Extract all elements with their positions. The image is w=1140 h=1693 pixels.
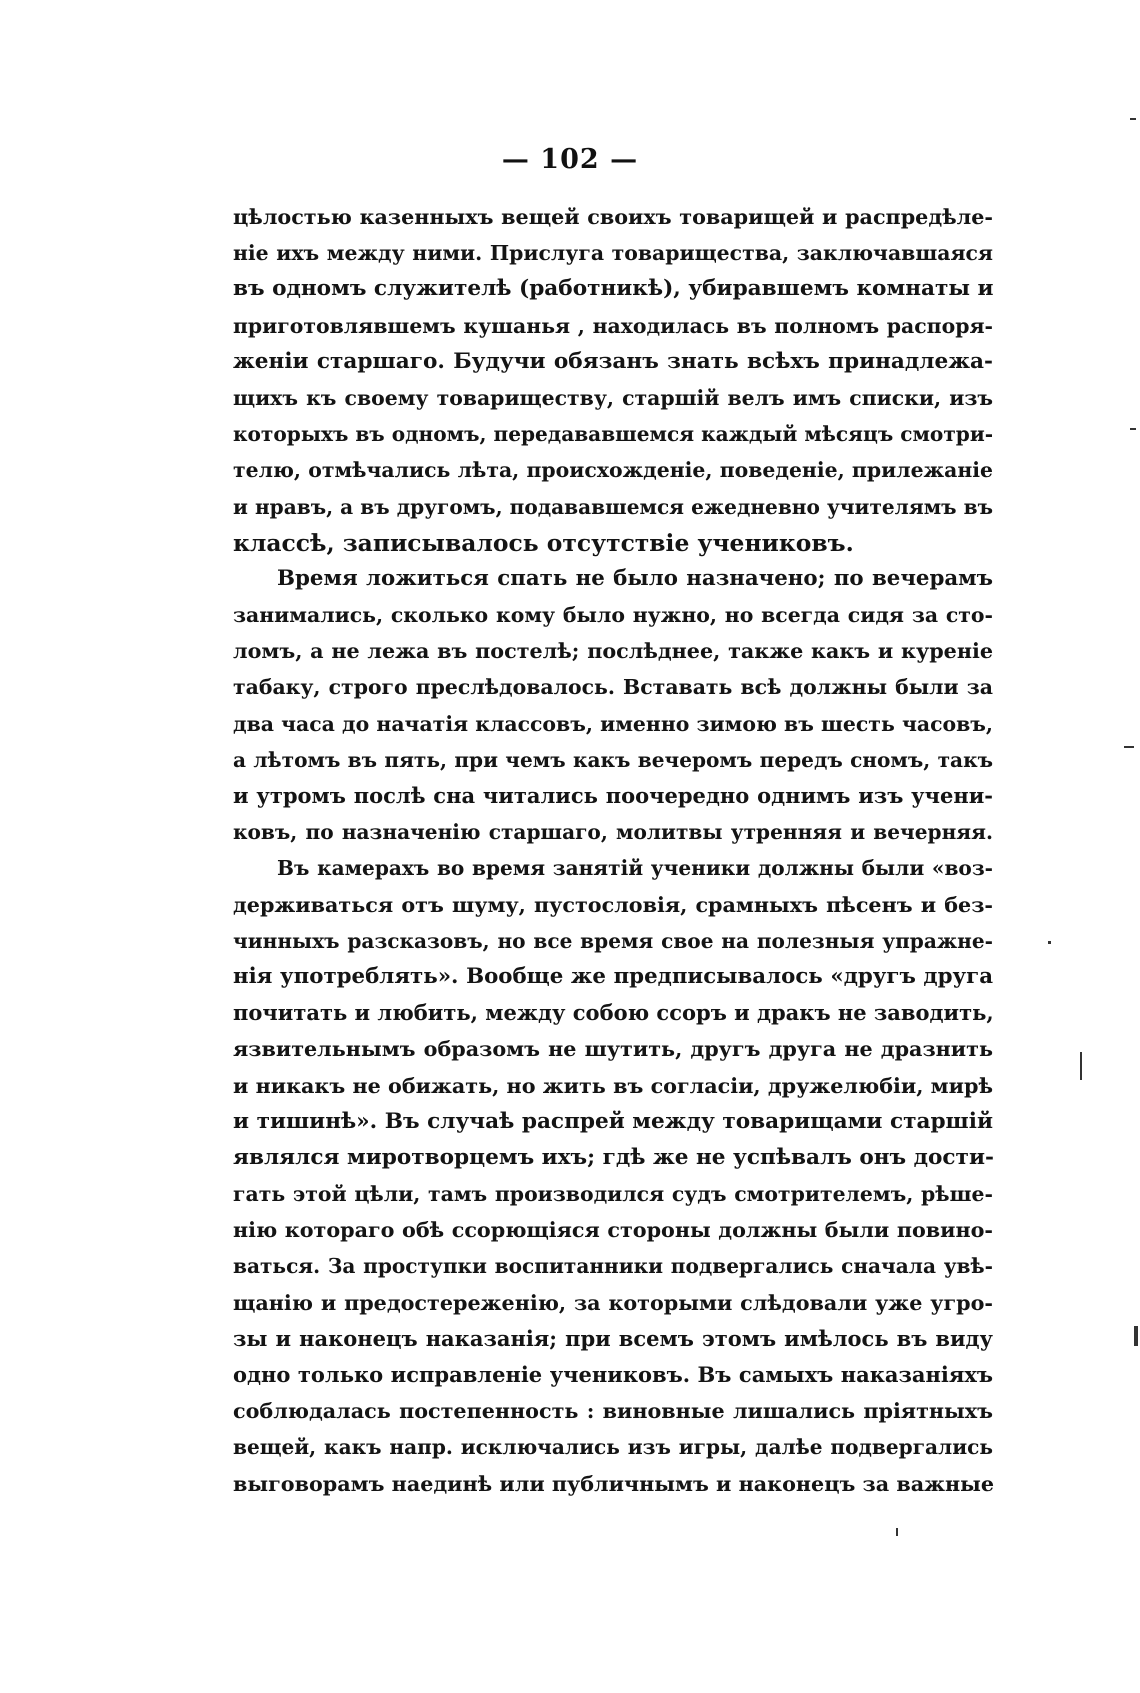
page-number: — 102 — bbox=[501, 144, 639, 175]
text-line: щанію и предостереженію, за которыми слѣдовали уже угро- bbox=[233, 1290, 993, 1315]
text-line: нія употреблять». Вообще же предписывалось «другъ друга bbox=[233, 963, 993, 989]
text-line: цѣлостью казенныхъ вещей своихъ товарищей и распредѣле- bbox=[233, 205, 993, 229]
text-line: зы и наконецъ наказанія; при всемъ этомъ имѣлось въ виду bbox=[233, 1325, 993, 1351]
text-line: и никакъ не обижать, но жить въ согласіи, дружелюбіи, мирѣ bbox=[233, 1073, 993, 1098]
text-line: и тишинѣ». Въ случаѣ распрей между товарищами старшій bbox=[233, 1108, 993, 1134]
text-line: ковъ, по назначенію старшаго, молитвы утренняя и вечерняя. bbox=[233, 820, 993, 845]
paragraph-2 bbox=[233, 561, 993, 851]
scan-mark bbox=[1130, 428, 1136, 430]
text-line: одно только исправленіе учениковъ. Въ самыхъ наказаніяхъ bbox=[233, 1362, 993, 1387]
text-line: и утромъ послѣ сна читались поочередно однимъ изъ учени- bbox=[233, 783, 993, 808]
text-line: держиваться отъ шуму, пустословія, срамныхъ пѣсенъ и без- bbox=[233, 892, 993, 917]
paragraph-3 bbox=[233, 850, 993, 1501]
scan-mark bbox=[896, 1528, 898, 1536]
scan-mark bbox=[1130, 118, 1136, 120]
body-text bbox=[233, 199, 993, 1502]
scan-mark bbox=[1080, 1052, 1082, 1080]
text-line: ломъ, а не лежа въ постелѣ; послѣднее, также какъ и куреніе bbox=[233, 639, 993, 664]
text-line: два часа до начатія классовъ, именно зимою въ шесть часовъ, bbox=[233, 711, 993, 736]
text-line: являлся миротворцемъ ихъ; гдѣ же не успѣвалъ онъ дости- bbox=[233, 1144, 994, 1170]
text-line: которыхъ въ одномъ, передававшемся каждый мѣсяцъ смотри- bbox=[233, 422, 994, 447]
text-line: выговорамъ наединѣ или публичнымъ и наконецъ за важные bbox=[233, 1471, 995, 1496]
text-line: чинныхъ разсказовъ, но все время свое на полезныя упражне- bbox=[233, 928, 993, 953]
scan-mark bbox=[1134, 1326, 1138, 1346]
scan-mark bbox=[1048, 941, 1051, 944]
text-line: телю, отмѣчались лѣта, происхожденіе, поведеніе, прилежаніе bbox=[233, 458, 993, 483]
text-line: вещей, какъ напр. исключались изъ игры, далѣе подвергались bbox=[233, 1435, 993, 1460]
text-line: и нравъ, а въ другомъ, подававшемся ежедневно учителямъ въ bbox=[233, 494, 993, 519]
text-line: почитать и любить, между собою ссоръ и дракъ не заводить, bbox=[233, 1000, 994, 1026]
text-line: нію котораго обѣ ссорющіяся стороны должны были повино- bbox=[233, 1218, 993, 1243]
text-line: ваться. За проступки воспитанники подвергались сначала увѣ- bbox=[233, 1254, 993, 1279]
text-line: язвительнымъ образомъ не шутить, другъ друга не дразнить bbox=[233, 1037, 993, 1062]
text-line: классѣ, записывалось отсутствіе учениковъ. bbox=[233, 528, 854, 557]
paragraph-1 bbox=[233, 199, 993, 561]
text-line: а лѣтомъ въ пять, при чемъ какъ вечеромъ передъ сномъ, такъ bbox=[233, 747, 993, 772]
text-line: щихъ къ своему товариществу, старшій велъ имъ списки, изъ bbox=[233, 385, 993, 410]
text-line: женіи старшаго. Будучи обязанъ знать всѣхъ принадлежа- bbox=[233, 348, 993, 374]
text-line: въ одномъ служителѣ (работникѣ), убиравшемъ комнаты и bbox=[233, 276, 994, 302]
text-line: приготовлявшемъ кушанья , находилась въ полномъ распоря- bbox=[233, 313, 993, 338]
text-line: соблюдалась постепенность : виновные лишались пріятныхъ bbox=[233, 1399, 993, 1424]
text-line: Въ камерахъ во время занятій ученики должны были «воз- bbox=[277, 856, 993, 881]
text-line: занимались, сколько кому было нужно, но всегда сидя за сто- bbox=[233, 603, 993, 628]
text-line: табаку, строго преслѣдовалось. Вставать всѣ должны были за bbox=[233, 675, 993, 700]
scan-mark bbox=[1124, 746, 1134, 748]
text-line: ніе ихъ между ними. Прислуга товарищества, заключавшаяся bbox=[233, 241, 993, 266]
text-line: гать этой цѣли, тамъ производился судъ смотрителемъ, рѣше- bbox=[233, 1182, 993, 1207]
text-line: Время ложиться спать не было назначено; по вечерамъ bbox=[277, 565, 993, 591]
